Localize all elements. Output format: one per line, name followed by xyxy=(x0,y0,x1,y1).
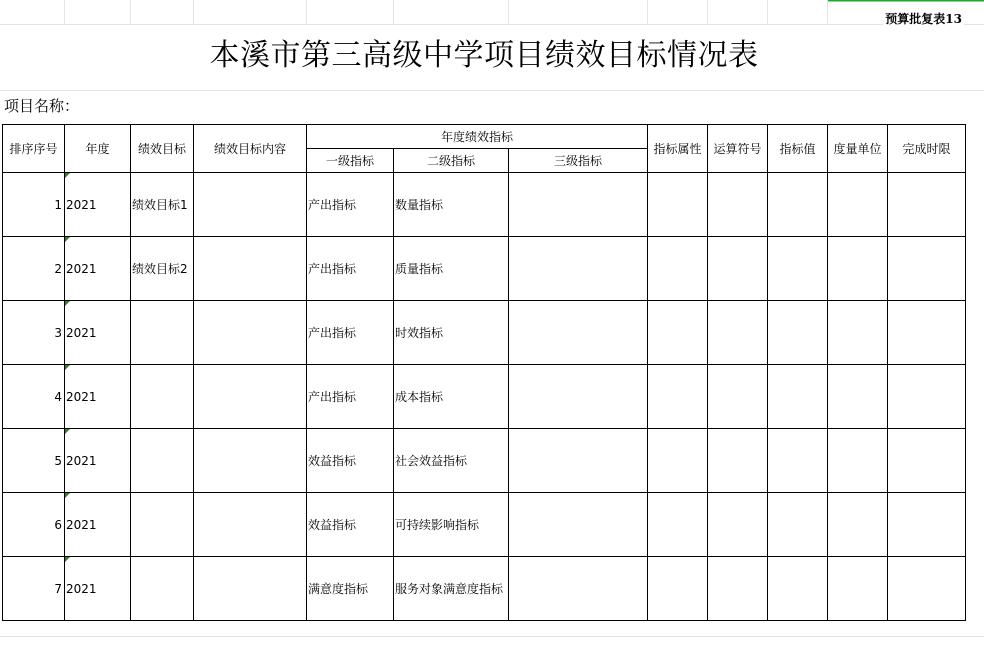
cell-seq[interactable]: 3 xyxy=(3,301,65,365)
cell-level1[interactable]: 满意度指标 xyxy=(307,557,394,621)
cell-seq[interactable]: 2 xyxy=(3,237,65,301)
doc-code: 预算批复表13 xyxy=(885,12,962,26)
cell-level2[interactable]: 时效指标 xyxy=(394,301,509,365)
cell-year[interactable]: 2021 xyxy=(65,173,131,237)
cell-goal[interactable] xyxy=(131,365,194,429)
cell-deadline[interactable] xyxy=(888,429,966,493)
cell-deadline[interactable] xyxy=(888,173,966,237)
header-goal-content: 绩效目标内容 xyxy=(194,125,307,173)
cell-level3[interactable] xyxy=(509,365,648,429)
cell-unit[interactable] xyxy=(828,237,888,301)
page-title: 本溪市第三高级中学项目绩效目标情况表 xyxy=(209,38,759,73)
cell-level3[interactable] xyxy=(509,493,648,557)
cell-unit[interactable] xyxy=(828,493,888,557)
cell-goal-content[interactable] xyxy=(194,429,307,493)
cell-value[interactable] xyxy=(768,557,828,621)
header-level2: 二级指标 xyxy=(394,149,509,173)
cell-attribute[interactable] xyxy=(648,429,708,493)
cell-year[interactable]: 2021 xyxy=(65,429,131,493)
cell-goal[interactable] xyxy=(131,301,194,365)
header-level3: 三级指标 xyxy=(509,149,648,173)
cell-goal-content[interactable] xyxy=(194,237,307,301)
cell-goal[interactable] xyxy=(131,429,194,493)
cell-level1[interactable]: 产出指标 xyxy=(307,237,394,301)
cell-level1[interactable]: 效益指标 xyxy=(307,493,394,557)
cell-year[interactable]: 2021 xyxy=(65,365,131,429)
cell-level1[interactable]: 效益指标 xyxy=(307,429,394,493)
cell-goal-content[interactable] xyxy=(194,493,307,557)
cell-level2[interactable]: 可持续影响指标 xyxy=(394,493,509,557)
cell-level1[interactable]: 产出指标 xyxy=(307,301,394,365)
header-level1: 一级指标 xyxy=(307,149,394,173)
cell-attribute[interactable] xyxy=(648,301,708,365)
cell-deadline[interactable] xyxy=(888,493,966,557)
header-year: 年度 xyxy=(65,125,131,173)
cell-value[interactable] xyxy=(768,429,828,493)
cell-operator[interactable] xyxy=(708,301,768,365)
cell-year[interactable]: 2021 xyxy=(65,237,131,301)
cell-level1[interactable]: 产出指标 xyxy=(307,173,394,237)
cell-operator[interactable] xyxy=(708,237,768,301)
cell-level3[interactable] xyxy=(509,173,648,237)
cell-seq[interactable]: 7 xyxy=(3,557,65,621)
cell-value[interactable] xyxy=(768,237,828,301)
cell-attribute[interactable] xyxy=(648,557,708,621)
performance-table xyxy=(2,124,966,621)
cell-value[interactable] xyxy=(768,301,828,365)
table-row xyxy=(3,493,966,557)
header-annual-indicators: 年度绩效指标 xyxy=(307,125,648,149)
cell-level2[interactable]: 社会效益指标 xyxy=(394,429,509,493)
cell-unit[interactable] xyxy=(828,173,888,237)
cell-year[interactable]: 2021 xyxy=(65,493,131,557)
cell-unit[interactable] xyxy=(828,365,888,429)
cell-goal-content[interactable] xyxy=(194,173,307,237)
cell-goal[interactable] xyxy=(131,493,194,557)
table-row xyxy=(3,237,966,301)
cell-unit[interactable] xyxy=(828,301,888,365)
cell-goal-content[interactable] xyxy=(194,301,307,365)
cell-seq[interactable]: 5 xyxy=(3,429,65,493)
cell-unit[interactable] xyxy=(828,557,888,621)
cell-level2[interactable]: 成本指标 xyxy=(394,365,509,429)
header-seq: 排序序号 xyxy=(3,125,65,173)
cell-deadline[interactable] xyxy=(888,237,966,301)
cell-deadline[interactable] xyxy=(888,301,966,365)
cell-level1[interactable]: 产出指标 xyxy=(307,365,394,429)
cell-goal[interactable] xyxy=(131,557,194,621)
cell-level2[interactable]: 质量指标 xyxy=(394,237,509,301)
project-name-label: 项目名称： xyxy=(4,97,80,115)
cell-goal[interactable]: 绩效目标1 xyxy=(131,173,194,237)
cell-value[interactable] xyxy=(768,493,828,557)
header-operator: 运算符号 xyxy=(708,125,768,173)
table-row xyxy=(3,365,966,429)
cell-level3[interactable] xyxy=(509,237,648,301)
cell-operator[interactable] xyxy=(708,557,768,621)
cell-goal-content[interactable] xyxy=(194,365,307,429)
cell-operator[interactable] xyxy=(708,493,768,557)
cell-year[interactable]: 2021 xyxy=(65,301,131,365)
cell-attribute[interactable] xyxy=(648,237,708,301)
header-unit: 度量单位 xyxy=(828,125,888,173)
cell-level3[interactable] xyxy=(509,557,648,621)
cell-attribute[interactable] xyxy=(648,365,708,429)
cell-operator[interactable] xyxy=(708,365,768,429)
cell-value[interactable] xyxy=(768,365,828,429)
cell-attribute[interactable] xyxy=(648,493,708,557)
header-attribute: 指标属性 xyxy=(648,125,708,173)
table-row xyxy=(3,557,966,621)
cell-level3[interactable] xyxy=(509,301,648,365)
cell-unit[interactable] xyxy=(828,429,888,493)
cell-operator[interactable] xyxy=(708,429,768,493)
cell-seq[interactable]: 4 xyxy=(3,365,65,429)
cell-seq[interactable]: 1 xyxy=(3,173,65,237)
table-row xyxy=(3,429,966,493)
cell-deadline[interactable] xyxy=(888,365,966,429)
cell-goal[interactable]: 绩效目标2 xyxy=(131,237,194,301)
cell-deadline[interactable] xyxy=(888,557,966,621)
cell-level2[interactable]: 数量指标 xyxy=(394,173,509,237)
table-row xyxy=(3,173,966,237)
cell-level3[interactable] xyxy=(509,429,648,493)
cell-level2[interactable]: 服务对象满意度指标 xyxy=(394,557,509,621)
cell-operator[interactable] xyxy=(708,173,768,237)
header-value: 指标值 xyxy=(768,125,828,173)
cell-attribute[interactable] xyxy=(648,173,708,237)
cell-seq[interactable]: 6 xyxy=(3,493,65,557)
cell-goal-content[interactable] xyxy=(194,557,307,621)
table-row xyxy=(3,301,966,365)
cell-value[interactable] xyxy=(768,173,828,237)
header-goal: 绩效目标 xyxy=(131,125,194,173)
header-deadline: 完成时限 xyxy=(888,125,966,173)
cell-year[interactable]: 2021 xyxy=(65,557,131,621)
